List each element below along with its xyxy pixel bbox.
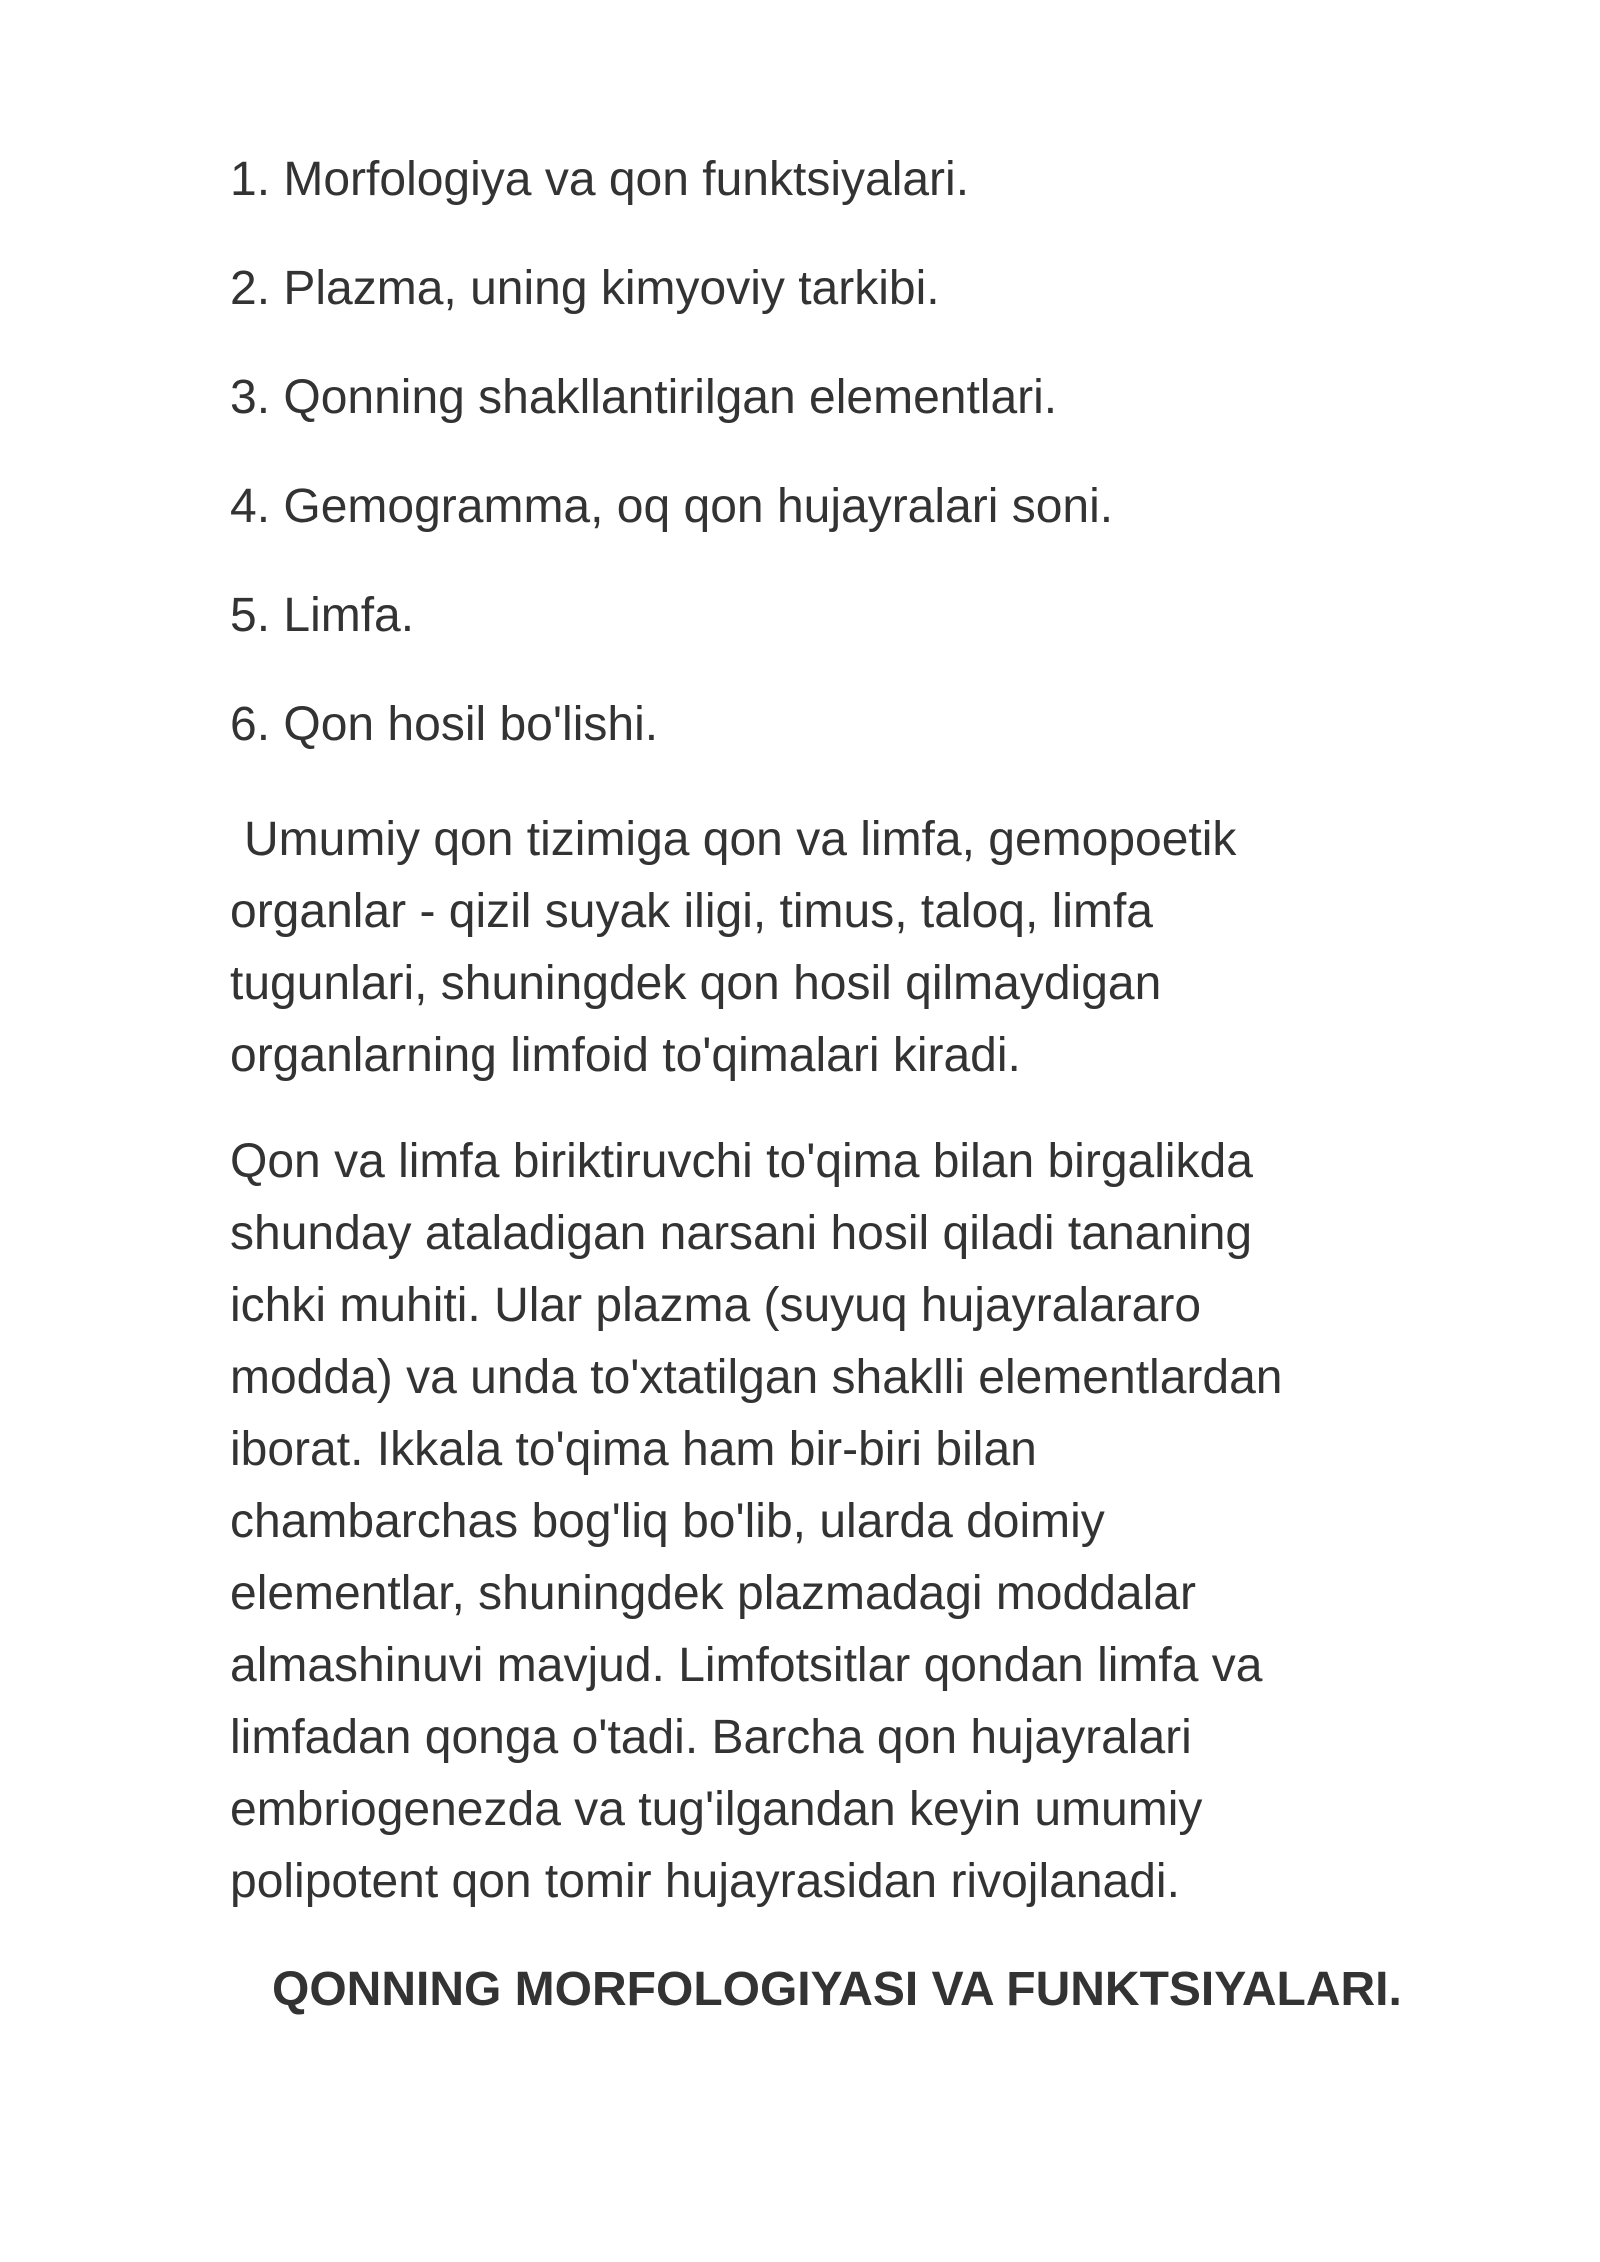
topic-list-item: 2. Plazma, uning kimyoviy tarkibi. [230,262,940,315]
topic-list-item: 6. Qon hosil bo'lishi. [230,698,659,751]
intro-paragraph: Umumiy qon tizimiga qon va limfa, gemopoetik organlar - qizil suyak iligi, timus, taloq, limfa tugunlari, shuningdek qon hosil qilmaydigan organlarning limfoid to'qimalari kiradi. [230,813,1237,1082]
topic-list-item: 4. Gemogramma, oq qon hujayralari soni. [230,480,1114,533]
body-paragraph: Qon va limfa biriktiruvchi to'qima bilan birgalikda shunday ataladigan narsani hosil qiladi tananing ichki muhiti. Ular plazma (suyuq hujayralararo modda) va unda to'xtatilgan shaklli elementlardan iborat. Ikkala to'qima ham bir-biri bilan chambarchas bog'liq bo'lib, ularda doimiy elementlar, shuningdek plazmadagi moddalar almashinuvi mavjud. Limfotsitlar qondan limfa va limfadan qonga o'tadi. Barcha qon hujayralari embriogenezda va tug'ilgandan keyin umumiy polipotent qon tomir hujayrasidan rivojlanadi. [230,1135,1283,1908]
topic-list [230,150,1470,755]
document-page [230,150,1470,2020]
topic-list-item: 5. Limfa. [230,589,415,642]
section-heading: QONNING MORFOLOGIYASI VA FUNKTSIYALARI. [272,1963,1402,2016]
topic-list-item: 3. Qonning shakllantirilgan elementlari. [230,371,1058,424]
topic-list-item: 1. Morfologiya va qon funktsiyalari. [230,153,970,206]
